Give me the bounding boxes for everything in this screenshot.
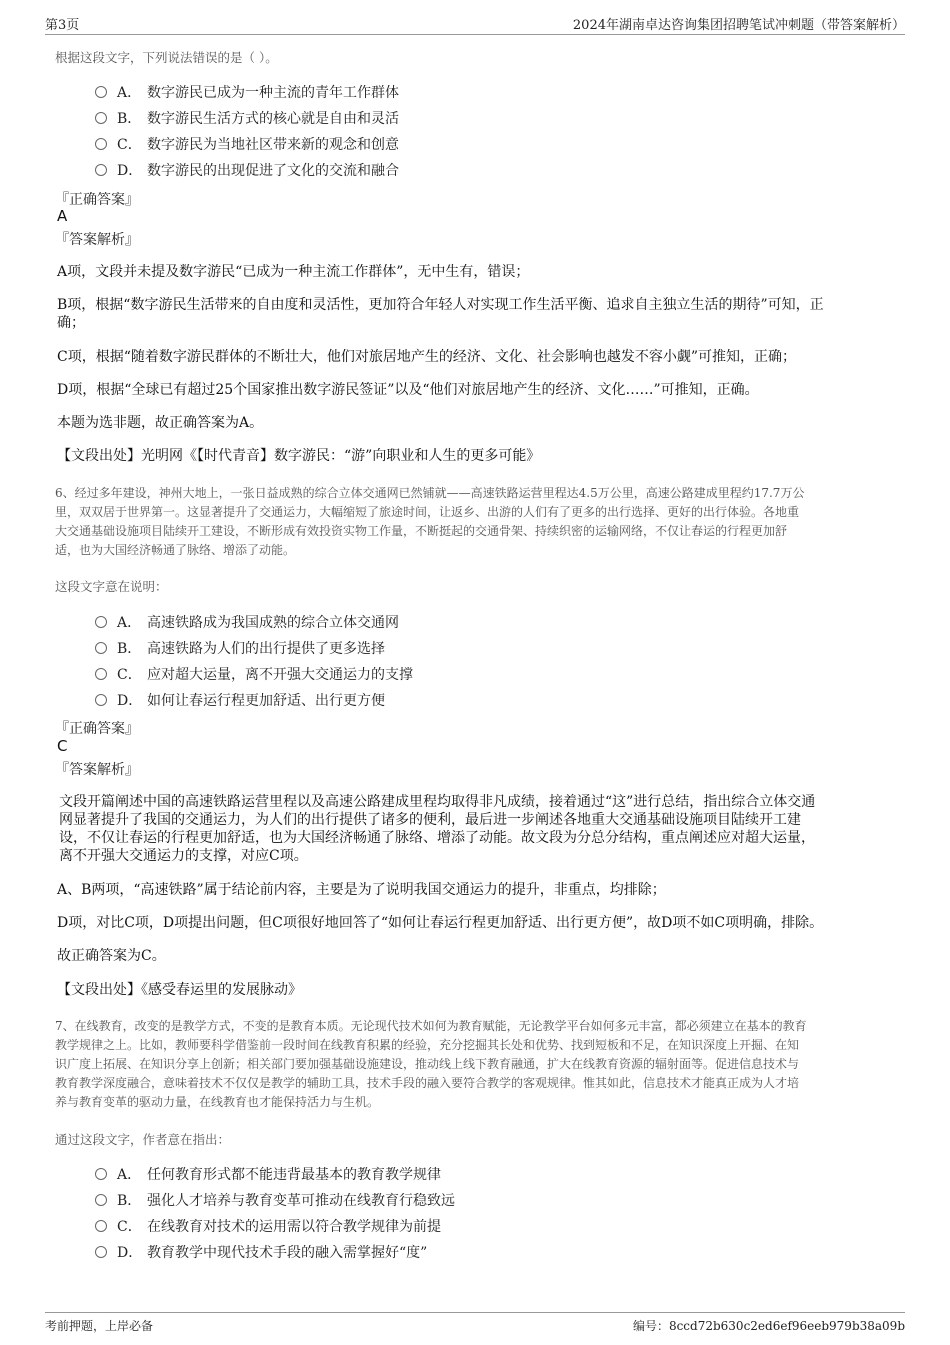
q6-passage-line: 大交通基础设施项目陆续开工建设，不断形成有效投资实物工作量，不断挺起的交通骨架、持续织密的运输网络，不仅让春运的行程更加舒 (55, 524, 788, 538)
q7-option-b[interactable]: B． 强化人才培养与教育变革可推动在线教育行稳致远 (95, 1190, 455, 1212)
q7-option-c[interactable]: C． 在线教育对技术的运用需以符合教学规律为前提 (95, 1216, 441, 1238)
q5-analysis-line: C项，根据“随着数字游民群体的不断壮大，他们对旅居地产生的经济、文化、社会影响也越发不容小觑”可推知，正确； (57, 349, 797, 365)
radio-icon[interactable] (95, 164, 107, 176)
radio-icon[interactable] (95, 642, 107, 654)
q5-answer: A (57, 207, 68, 225)
q6-answer: C (57, 737, 68, 755)
q6-option-b[interactable]: B． 高速铁路为人们的出行提供了更多选择 (95, 638, 385, 660)
radio-icon[interactable] (95, 1168, 107, 1180)
document-id: 编号：8ccd72b630c2ed6ef96eeb979b38a09b (632, 1319, 905, 1333)
radio-icon[interactable] (95, 1194, 107, 1206)
q7-passage-line: 教学规律之上。比如，教师要科学借鉴前一段时间在线教育积累的经验，充分挖掘其长处和优势、找到短板和不足，在知识深度上开掘、在知 (55, 1038, 800, 1052)
q5-option-a[interactable]: A． 数字游民已成为一种主流的青年工作群体 (95, 82, 399, 104)
radio-icon[interactable] (95, 1220, 107, 1232)
radio-icon[interactable] (95, 694, 107, 706)
q7-passage-line: 识广度上拓展、在知识分享上创新；相关部门要加强基础设施建设，推动线上线下教育融通，扩大在线教育资源的辐射面等。促进信息技术与 (55, 1057, 800, 1071)
q7-prompt: 通过这段文字，作者意在指出： (55, 1132, 231, 1147)
q6-answer-label: 『正确答案』 (55, 721, 139, 737)
q5-option-c[interactable]: C． 数字游民为当地社区带来新的观念和创意 (95, 134, 399, 156)
page-footer (45, 1312, 905, 1339)
q6-analysis-line: 网显著提升了我国的交通运力，为人们的出行提供了诸多的便利，最后进一步阐述各地重大交通基础设施项目陆续开工建 (59, 812, 801, 828)
q5-analysis-line: D项，根据“全球已有超过25个国家推出数字游民签证”以及“他们对旅居地产生的经济、文化……”可推知，正确。 (57, 382, 759, 398)
q6-passage-line: 6、经过多年建设，神州大地上，一张日益成熟的综合立体交通网已然铺就——高速铁路运营里程达4.5万公里，高速公路建成里程约17.7万公 (55, 486, 805, 500)
q6-analysis-line: 故正确答案为C。 (57, 948, 166, 964)
radio-icon[interactable] (95, 1246, 107, 1258)
q6-passage-line: 适，也为大国经济畅通了脉络、增添了动能。 (55, 543, 296, 557)
q5-analysis-line: B项，根据“数字游民生活带来的自由度和灵活性，更加符合年轻人对实现工作生活平衡、追求自主独立生活的期待”可知，正 (57, 297, 824, 313)
q6-analysis-line: A、B两项，“高速铁路”属于结论前内容，主要是为了说明我国交通运力的提升，非重点，均排除； (57, 882, 666, 898)
q7-option-d[interactable]: D． 教育教学中现代技术手段的融入需掌握好“度” (95, 1242, 427, 1264)
q7-passage-line: 教育教学深度融合，意味着技术不仅仅是教学的辅助工具，技术手段的融入要符合教学的客观规律。惟其如此，信息技术才能真正成为人才培 (55, 1076, 800, 1090)
q6-analysis-line: 文段开篇阐述中国的高速铁路运营里程以及高速公路建成里程均取得非凡成绩，接着通过“这”进行总结，指出综合立体交通 (59, 794, 816, 810)
q6-analysis-line: D项，对比C项，D项提出问题，但C项很好地回答了“如何让春运行程更加舒适、出行更方便”，故D项不如C项明确，排除。 (57, 915, 824, 931)
radio-icon[interactable] (95, 138, 107, 150)
q7-passage-line: 7、在线教育，改变的是教学方式，不变的是教育本质。无论现代技术如何为教育赋能，无论教学平台如何多元丰富，都必须建立在基本的教育 (55, 1019, 807, 1033)
radio-icon[interactable] (95, 668, 107, 680)
q6-prompt: 这段文字意在说明： (55, 579, 168, 594)
q6-source: 【文段出处】《感受春运里的发展脉动》 (57, 982, 302, 998)
q7-option-a[interactable]: A． 任何教育形式都不能违背最基本的教育教学规律 (95, 1164, 441, 1186)
q5-option-b[interactable]: B． 数字游民生活方式的核心就是自由和灵活 (95, 108, 399, 130)
q6-option-a[interactable]: A． 高速铁路成为我国成熟的综合立体交通网 (95, 612, 399, 634)
radio-icon[interactable] (95, 112, 107, 124)
q6-analysis-line: 设，不仅让春运的行程更加舒适，也为大国经济畅通了脉络、增添了动能。故文段为分总分结构，重点阐述应对超大运量， (59, 830, 815, 846)
q5-analysis-line: 本题为选非题，故正确答案为A。 (57, 415, 264, 431)
document-title: 2024年湖南卓达咨询集团招聘笔试冲刺题（带答案解析） (572, 18, 905, 33)
q5-analysis-line: A项，文段并未提及数字游民“已成为一种主流工作群体”，无中生有，错误； (57, 264, 530, 280)
q6-analysis-label: 『答案解析』 (55, 762, 139, 778)
radio-icon[interactable] (95, 86, 107, 98)
q5-option-d[interactable]: D． 数字游民的出现促进了文化的交流和融合 (95, 160, 399, 182)
q7-passage-line: 养与教育变革的驱动力量，在线教育也才能保持活力与生机。 (55, 1095, 380, 1109)
page-number: 第3页 (45, 18, 80, 33)
q6-option-c[interactable]: C． 应对超大运量，离不开强大交通运力的支撑 (95, 664, 413, 686)
footer-slogan: 考前押题，上岸必备 (45, 1319, 154, 1333)
q6-passage-line: 里，双双居于世界第一。这显著提升了交通运力，大幅缩短了旅途时间，让返乡、出游的人们有了更多的出行选择、更好的出行体验。各地重 (55, 505, 800, 519)
q5-source: 【文段出处】光明网《【时代青音】数字游民：“游”向职业和人生的更多可能》 (57, 448, 541, 464)
q5-answer-label: 『正确答案』 (55, 192, 139, 208)
q6-analysis-line: 离不开强大交通运力的支撑，对应C项。 (59, 848, 308, 864)
q5-prompt: 根据这段文字，下列说法错误的是（ ）。 (55, 50, 278, 65)
q6-option-d[interactable]: D． 如何让春运行程更加舒适、出行更方便 (95, 690, 385, 712)
q5-analysis-line: 确； (57, 315, 85, 331)
q5-analysis-label: 『答案解析』 (55, 232, 139, 248)
radio-icon[interactable] (95, 616, 107, 628)
page-header (45, 12, 905, 35)
